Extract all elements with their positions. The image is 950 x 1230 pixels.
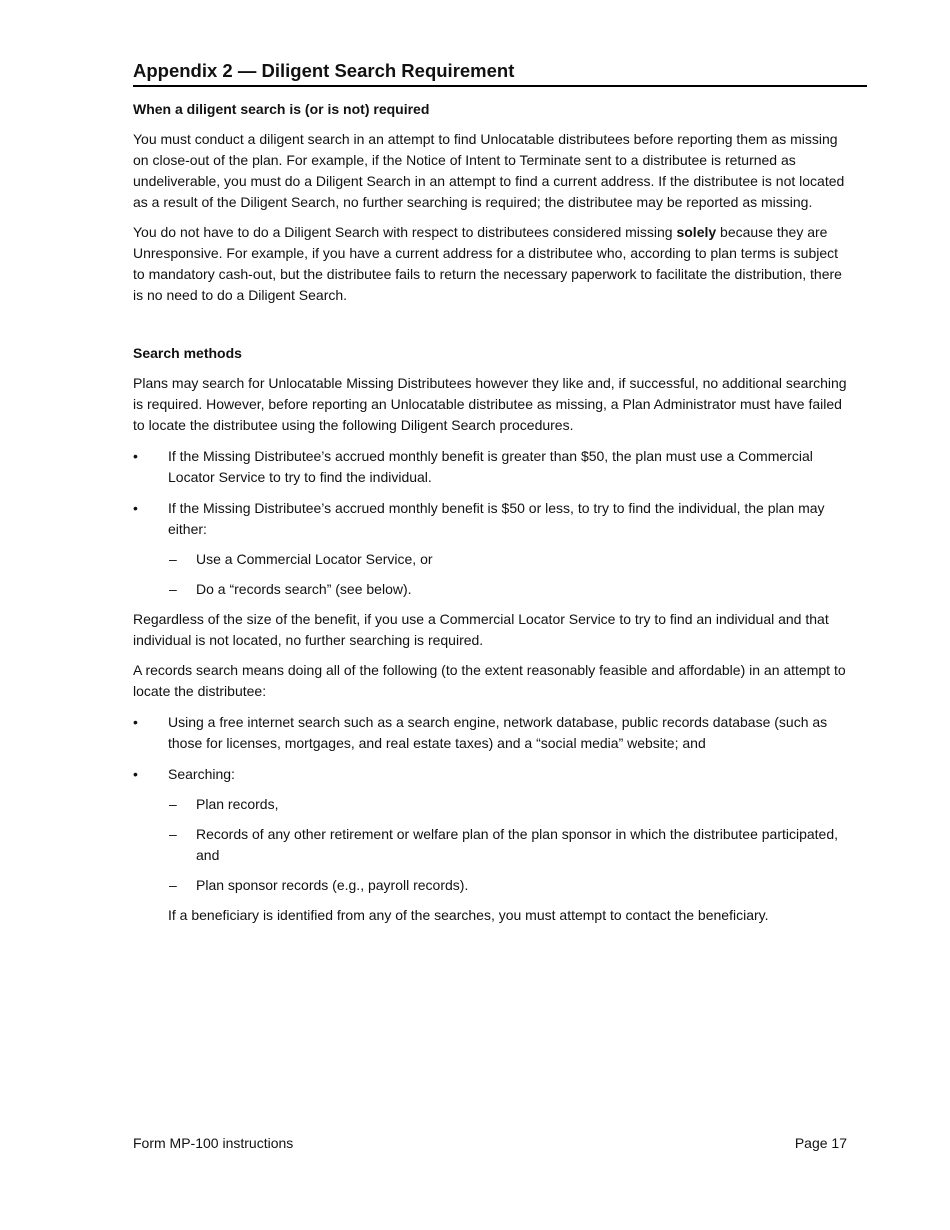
paragraph-records-search: A records search means doing all of the following (to the extent reasonably feasible and affordable) in an attempt to locate the distributee: [133, 662, 846, 699]
paragraph-beneficiary: If a beneficiary is identified from any of the searches, you must attempt to contact the beneficiary. [168, 907, 769, 923]
list-item-text: Using a free internet search such as a search engine, network database, public records database (such as those for licenses, mortgages, and real estate taxes) and a “social media” website; and [168, 714, 828, 751]
footer-form-name: Form MP-100 instructions [133, 1135, 294, 1151]
emphasis-solely: solely [676, 224, 717, 240]
bullet-marker: • [133, 714, 138, 730]
paragraph-text: You do not have to do a Diligent Search with respect to distributees considered missing [133, 224, 677, 240]
section-heading-when-required: When a diligent search is (or is not) required [133, 101, 430, 117]
bullet-marker: • [133, 766, 138, 782]
page-number: Page 17 [794, 1135, 847, 1151]
bullet-marker: • [133, 448, 138, 464]
sub-list-item [133, 549, 848, 570]
paragraph-diligent-search-requirement: You must conduct a diligent search in an attempt to find Unlocatable distributees before reporting them as missing on close-out of the plan. For example, if the Notice of Intent to Terminate sent to a distributee is returned as undeliverable, you must do a Diligent Search in an attempt to find a current address. If the distributee is not located as a result of the Diligent Search, no further searching is required; the distributee may be reported as missing. [133, 131, 845, 210]
list-item [133, 712, 848, 754]
bullet-marker: • [133, 500, 138, 516]
paragraph-regardless-of-size: Regardless of the size of the benefit, if you use a Commercial Locator Service to try to find an individual and that individual is not located, no further searching is required. [133, 611, 829, 648]
dash-marker: – [169, 581, 177, 597]
list-item-text: If the Missing Distributee’s accrued monthly benefit is greater than $50, the plan must use a Commercial Locator Service to try to find the individual. [168, 448, 813, 485]
dash-marker: – [169, 796, 177, 812]
page-content [133, 99, 848, 926]
sub-list-item-text: Use a Commercial Locator Service, or [196, 551, 433, 567]
sub-list-item-text: Plan sponsor records (e.g., payroll records). [196, 877, 469, 893]
list-item [133, 764, 848, 785]
dash-marker: – [169, 826, 177, 842]
sub-list-item-text: Do a “records search” (see below). [196, 581, 412, 597]
sub-list-item [133, 794, 848, 815]
page-title: Appendix 2 — Diligent Search Requirement [133, 58, 867, 87]
sub-list-item [133, 579, 848, 600]
sub-list-item [133, 875, 848, 896]
sub-list-item-text: Plan records, [196, 796, 279, 812]
sub-list-item [133, 824, 848, 866]
paragraph-text: because they are Unresponsive. For example, if you have a current address for a distributee who, according to plan terms is subject to mandatory cash-out, but the distributee fails to return the necessary paperwork to facilitate the distribution, there is no need to do a Diligent Search. [133, 224, 842, 303]
dash-marker: – [169, 877, 177, 893]
list-item-text: If the Missing Distributee’s accrued monthly benefit is $50 or less, to try to find the individual, the plan may either: [168, 500, 825, 537]
list-item [133, 498, 848, 540]
dash-marker: – [169, 551, 177, 567]
paragraph-unresponsive-exception [133, 222, 848, 306]
sub-list-item-text: Records of any other retirement or welfare plan of the plan sponsor in which the distributee participated, and [196, 826, 839, 863]
list-item [133, 446, 848, 488]
paragraph-search-intro: Plans may search for Unlocatable Missing Distributees however they like and, if successful, no additional searching is required. However, before reporting an Unlocatable distributee as missing, a Plan Administrator must have failed to locate the distributee using the following Diligent Search procedures. [133, 375, 847, 433]
section-heading-search-methods: Search methods [133, 345, 242, 361]
list-item-text: Searching: [168, 766, 235, 782]
